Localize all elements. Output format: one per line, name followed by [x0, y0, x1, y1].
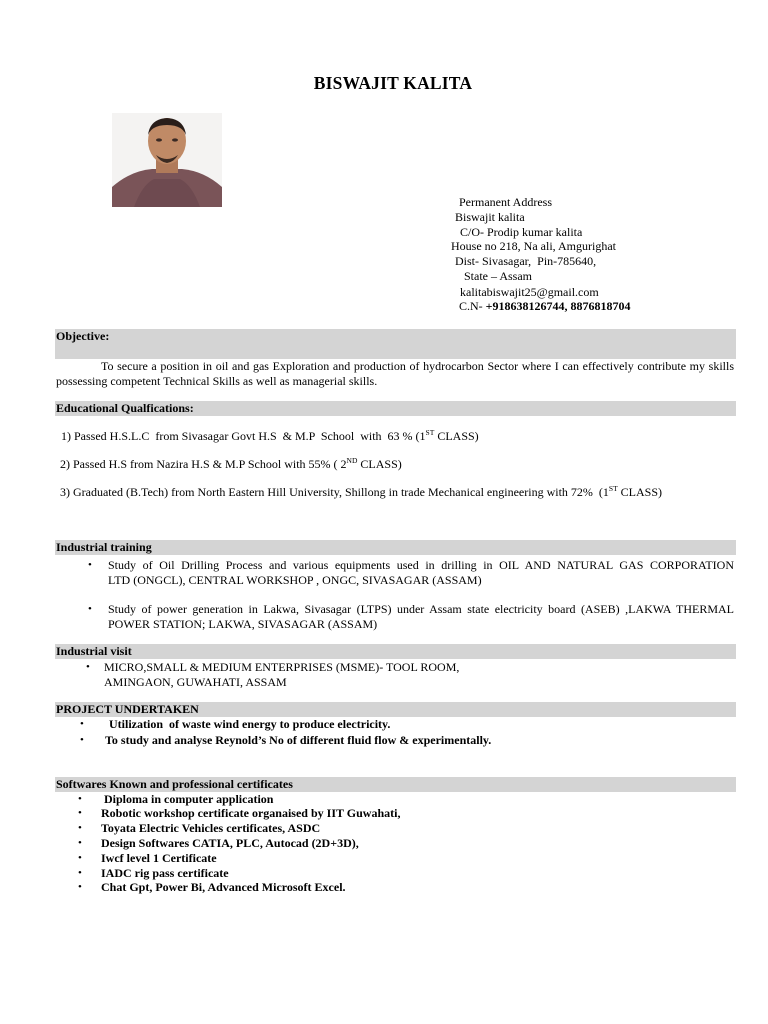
- training-item-2-line-2: POWER STATION; LAKWA, SIVASAGAR (ASSAM): [108, 617, 378, 631]
- training-item-1-line-1: Study of Oil Drilling Process and various equipments used in drilling in OIL AND NATURAL GAS CORPORATION: [108, 558, 734, 572]
- training-heading: Industrial training: [56, 540, 152, 554]
- bullet-icon: •: [88, 559, 92, 571]
- education-heading: Educational Qualfications:: [56, 401, 194, 415]
- software-item-2: Robotic workshop certificate organaised by IIT Guwahati,: [101, 806, 401, 820]
- bullet-icon: •: [78, 867, 82, 879]
- software-item-6: IADC rig pass certificate: [101, 866, 229, 880]
- address-care-of: C/O- Prodip kumar kalita: [460, 225, 583, 239]
- training-heading-bar: [55, 540, 736, 555]
- bullet-icon: •: [78, 852, 82, 864]
- objective-heading-bar: [55, 329, 736, 359]
- phone-number: +918638126744, 8876818704: [485, 299, 631, 313]
- visit-heading-bar: [55, 644, 736, 659]
- visit-line-2: AMINGAON, GUWAHATI, ASSAM: [104, 675, 287, 689]
- profile-photo: [112, 113, 222, 207]
- objective-text: To secure a position in oil and gas Exploration and production of hydrocarbon Sector where I can effectively contribute my skills possessing competent Technical Skills as well as managerial skills.: [56, 359, 734, 388]
- phone-prefix: C.N-: [459, 299, 486, 313]
- training-item-2-line-1: Study of power generation in Lakwa, Sivasagar (LTPS) under Assam state electricity board (ASEB) ,LAKWA THERMAL: [108, 602, 734, 616]
- software-item-7: Chat Gpt, Power Bi, Advanced Microsoft Excel.: [101, 880, 346, 894]
- training-item-1-line-2: LTD (ONGCL), CENTRAL WORKSHOP , ONGC, SIVASAGAR (ASSAM): [108, 573, 482, 587]
- education-item-1: 1) Passed H.S.L.C from Sivasagar Govt H.S & M.P School with 63 % (1ST CLASS): [61, 428, 479, 443]
- address-state: State – Assam: [464, 269, 532, 283]
- bullet-icon: •: [88, 603, 92, 615]
- education-item-3: 3) Graduated (B.Tech) from North Eastern Hill University, Shillong in trade Mechanical engineering with 72% (1ST CLASS): [60, 484, 663, 499]
- visit-heading: Industrial visit: [56, 644, 132, 658]
- bullet-icon: •: [78, 837, 82, 849]
- candidate-name: BISWAJIT KALITA: [313, 73, 473, 93]
- software-item-3: Toyata Electric Vehicles certificates, ASDC: [101, 821, 321, 835]
- address-email[interactable]: kalitabiswajit25@gmail.com: [460, 285, 599, 299]
- software-item-1: Diploma in computer application: [101, 792, 274, 806]
- projects-heading: PROJECT UNDERTAKEN: [56, 702, 199, 716]
- bullet-icon: •: [78, 793, 82, 805]
- education-heading-bar: [55, 401, 736, 416]
- visit-line-1: MICRO,SMALL & MEDIUM ENTERPRISES (MSME)- TOOL ROOM,: [104, 660, 460, 674]
- bullet-icon: •: [86, 661, 90, 673]
- software-heading-bar: [55, 777, 736, 792]
- bullet-icon: •: [80, 718, 84, 730]
- bullet-icon: •: [78, 881, 82, 893]
- objective-heading: Objective:: [56, 329, 110, 343]
- bullet-icon: •: [78, 822, 82, 834]
- bullet-icon: •: [78, 807, 82, 819]
- address-phone: [459, 299, 631, 314]
- education-item-2: 2) Passed H.S from Nazira H.S & M.P School with 55% ( 2ND CLASS): [60, 456, 402, 471]
- address-name: Biswajit kalita: [455, 210, 525, 224]
- address-district: Dist- Sivasagar, Pin-785640,: [455, 254, 597, 268]
- software-item-4: Design Softwares CATIA, PLC, Autocad (2D+3D),: [101, 836, 359, 850]
- projects-heading-bar: [55, 702, 736, 717]
- project-item-2: To study and analyse Reynold’s No of different fluid flow & experimentally.: [105, 733, 492, 747]
- project-item-1: Utilization of waste wind energy to produce electricity.: [106, 717, 391, 731]
- address-house: House no 218, Na ali, Amgurighat: [451, 239, 616, 253]
- address-heading: Permanent Address: [459, 195, 552, 209]
- software-item-5: Iwcf level 1 Certificate: [101, 851, 217, 865]
- bullet-icon: •: [80, 734, 84, 746]
- software-heading: Softwares Known and professional certificates: [56, 777, 293, 791]
